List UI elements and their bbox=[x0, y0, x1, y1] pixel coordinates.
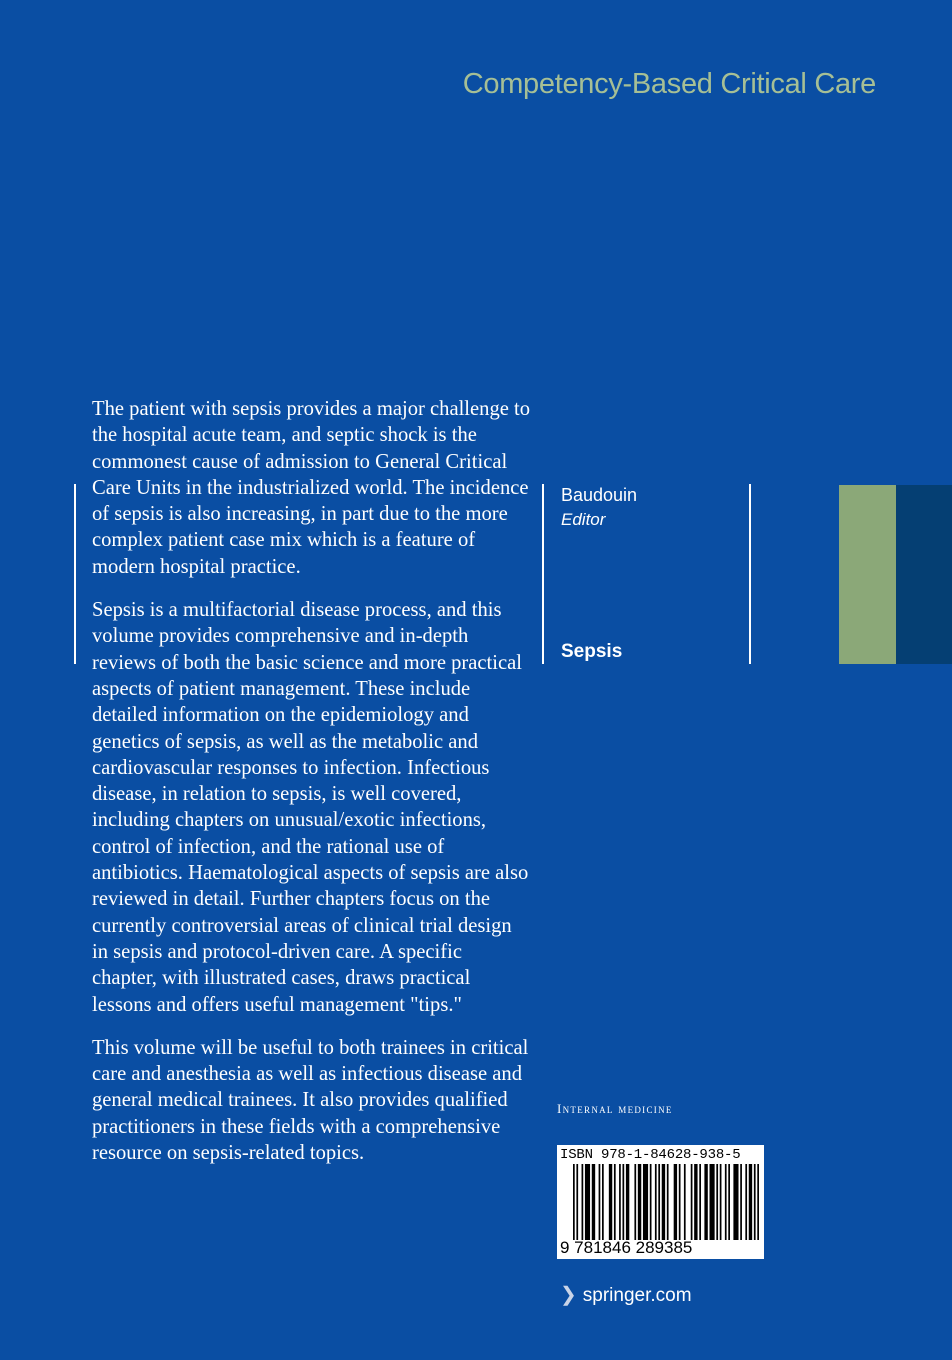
barcode-bar bbox=[658, 1164, 660, 1240]
barcode-bar bbox=[585, 1164, 590, 1240]
blurb-paragraph: This volume will be useful to both trainees in critical care and anesthesia as well as infectious disease and general medical trainees. It also provides qualified practitioners in these fields with a comprehensive resource on sepsis-related topics. bbox=[92, 1036, 529, 1165]
divider-right bbox=[749, 484, 751, 664]
isbn-label: ISBN 978-1-84628-938-5 bbox=[560, 1147, 741, 1163]
barcode-bar bbox=[655, 1164, 657, 1240]
barcode-bar bbox=[754, 1164, 756, 1240]
barcode-bar bbox=[699, 1164, 701, 1240]
divider-left bbox=[74, 484, 76, 664]
barcode-bar bbox=[674, 1164, 677, 1240]
barcode-bar bbox=[592, 1164, 595, 1240]
spine-band-green bbox=[839, 485, 896, 664]
barcode-bar bbox=[650, 1164, 652, 1240]
barcode-bar bbox=[576, 1164, 578, 1240]
publisher-name: springer.com bbox=[582, 1285, 692, 1306]
subject-category: Internal medicine bbox=[557, 1101, 673, 1116]
barcode-bar bbox=[684, 1164, 686, 1240]
barcode-bar bbox=[662, 1164, 665, 1240]
barcode-bar bbox=[626, 1164, 629, 1240]
barcode-bars bbox=[573, 1164, 759, 1240]
spine-band-navy bbox=[896, 485, 952, 664]
barcode-bar bbox=[691, 1164, 693, 1240]
barcode-bar bbox=[740, 1164, 742, 1240]
barcode-bar bbox=[614, 1164, 616, 1240]
publisher-link[interactable] bbox=[560, 1282, 692, 1307]
barcode-bar bbox=[619, 1164, 621, 1240]
barcode-bar bbox=[710, 1164, 715, 1240]
divider-middle bbox=[542, 484, 544, 664]
barcode-bar bbox=[749, 1164, 752, 1240]
series-title: Competency-Based Critical Care bbox=[462, 68, 876, 100]
barcode-bar bbox=[720, 1164, 722, 1240]
barcode-bar bbox=[679, 1164, 681, 1240]
barcode-bar bbox=[667, 1164, 669, 1240]
editor-name: Baudouin bbox=[561, 485, 638, 505]
isbn-barcode bbox=[557, 1145, 764, 1259]
barcode-bar bbox=[573, 1164, 575, 1240]
barcode-bar bbox=[599, 1164, 601, 1240]
barcode-bar bbox=[716, 1164, 718, 1240]
barcode-bar bbox=[609, 1164, 612, 1240]
barcode-bar bbox=[638, 1164, 641, 1240]
barcode-bar bbox=[582, 1164, 584, 1240]
back-cover-blurb bbox=[92, 396, 532, 1183]
book-title: Sepsis bbox=[561, 641, 623, 662]
barcode-bar bbox=[622, 1164, 624, 1240]
barcode-bar bbox=[728, 1164, 730, 1240]
barcode-bar bbox=[757, 1164, 759, 1240]
barcode-digits: 9 781846 289385 bbox=[560, 1238, 693, 1257]
barcode-bar bbox=[725, 1164, 727, 1240]
barcode-bar bbox=[694, 1164, 697, 1240]
barcode-bar bbox=[704, 1164, 707, 1240]
blurb-paragraph: The patient with sepsis provides a major challenge to the hospital acute team, and septic shock is the commonest cause of admission to General Critical Care Units in the industrialized world. The incidence of sepsis is also increasing, in part due to the more complex patient case mix which is a feature of modern hospital practice. bbox=[92, 398, 531, 578]
barcode-bar bbox=[745, 1164, 747, 1240]
barcode-bar bbox=[643, 1164, 648, 1240]
blurb-paragraph: Sepsis is a multifactorial disease process, and this volume provides comprehensive and in-depth reviews of both the basic science and more practical aspects of patient management. These include detailed information on the epidemiology and genetics of sepsis, as well as the metabolic and cardiovascular responses to infection. Infectious disease, in relation to sepsis, is well covered, including chapters on unusual/exotic infections, control of infection, and the rational use of antibiotics. Haematological aspects of sepsis are also reviewed in detail. Further chapters focus on the currently controversial areas of clinical trial design in sepsis and protocol-driven care. A specific chapter, with illustrated cases, draws practical lessons and offers useful management "tips." bbox=[92, 599, 529, 1016]
editor-role: Editor bbox=[561, 510, 606, 529]
barcode-bar bbox=[602, 1164, 604, 1240]
chevron-right-icon: ❯ bbox=[560, 1284, 577, 1306]
barcode-bar bbox=[733, 1164, 738, 1240]
barcode-bar bbox=[634, 1164, 636, 1240]
